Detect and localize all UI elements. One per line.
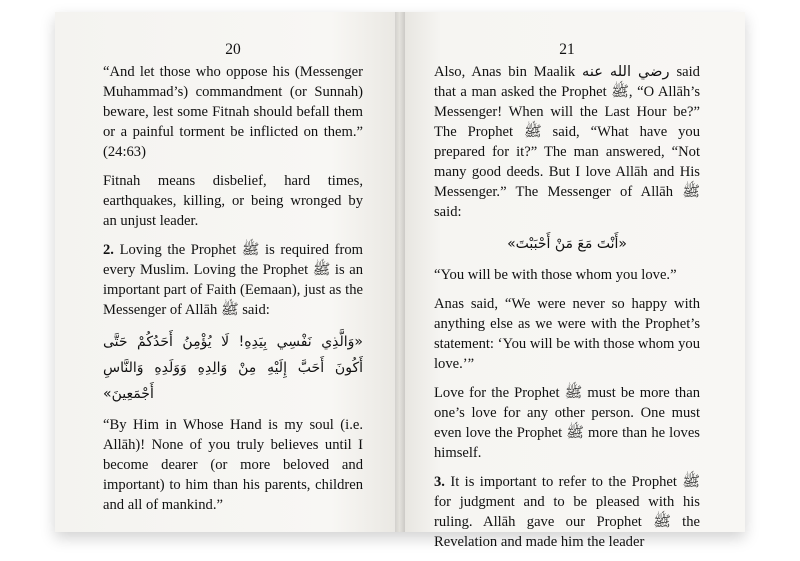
fitnah-definition: Fitnah means disbelief, hard times, earthquakes, killing, or being wronged by an unjust leader. — [103, 173, 363, 229]
arabic-short-hadith: «أَنْتَ مَعَ مَنْ أَحْبَبْتَ» — [507, 236, 627, 252]
open-book — [55, 12, 745, 550]
anas-narration: Also, Anas bin Maalik رضي الله عنه said that a man asked the Prophet ﷺ, “O Allāh’s Messenger! When will the Last Hour be?” The Prophet ﷺ said, “What have you prepared for it?” The man answered, “Not many good deeds. But I love Allāh and His Messenger.” The Messenger of Allāh ﷺ said: — [434, 64, 701, 220]
page-number-left: 20 — [225, 41, 241, 58]
point-3-text: It is important to refer to the Prophet ﷺ for judgment and to be pleased with his ruling. Allāh gave our Prophet ﷺ the Revelation and made him the leader — [434, 474, 701, 550]
right-page — [400, 12, 745, 550]
anas-statement: Anas said, “We were never so happy with anything else as we were with the Prophet’s statement: ‘You will be with those whom you love.’” — [434, 296, 700, 372]
left-page-content — [103, 40, 363, 524]
point-2-text: Loving the Prophet ﷺ is required from every Muslim. Loving the Prophet ﷺ is an important part of Faith (Eemaan), just as the Messenger of Allāh ﷺ said: — [103, 242, 363, 318]
left-page — [55, 12, 400, 532]
hadith-translation: “By Him in Whose Hand is my soul (i.e. Allāh)! None of you truly believes until I become dearer (or more beloved and important) to him than his parents, children and all of mankind.” — [103, 417, 363, 513]
point-2 — [103, 240, 363, 320]
quran-quote: “And let those who oppose his (Messenger Muhammad’s) commandment (or Sunnah) beware, lest some Fitnah should befall them or a painful torment be inflicted on them.” (24:63) — [103, 64, 363, 160]
short-hadith-translation: “You will be with those whom you love.” — [434, 267, 677, 283]
point-3-number: 3. — [434, 474, 445, 490]
book-gutter — [395, 12, 405, 532]
right-page-content — [434, 40, 700, 561]
point-3 — [434, 472, 700, 552]
point-2-number: 2. — [103, 242, 114, 258]
arabic-hadith: «وَالَّذِي نَفْسِي بِيَدِهِ! لَا يُؤْمِنُ أَحَدُكُمْ حَتَّى أَكُونَ أَحَبَّ إِلَيْهِ مِنْ وَالِدِهِ وَوَلَدِهِ وَالنَّاسِ أَجْمَعِينَ» — [103, 334, 363, 402]
love-for-prophet: Love for the Prophet ﷺ must be more than one’s love for any other person. One must even love the Prophet ﷺ more than he loves himself. — [434, 385, 700, 461]
page-number-right: 21 — [559, 41, 575, 58]
